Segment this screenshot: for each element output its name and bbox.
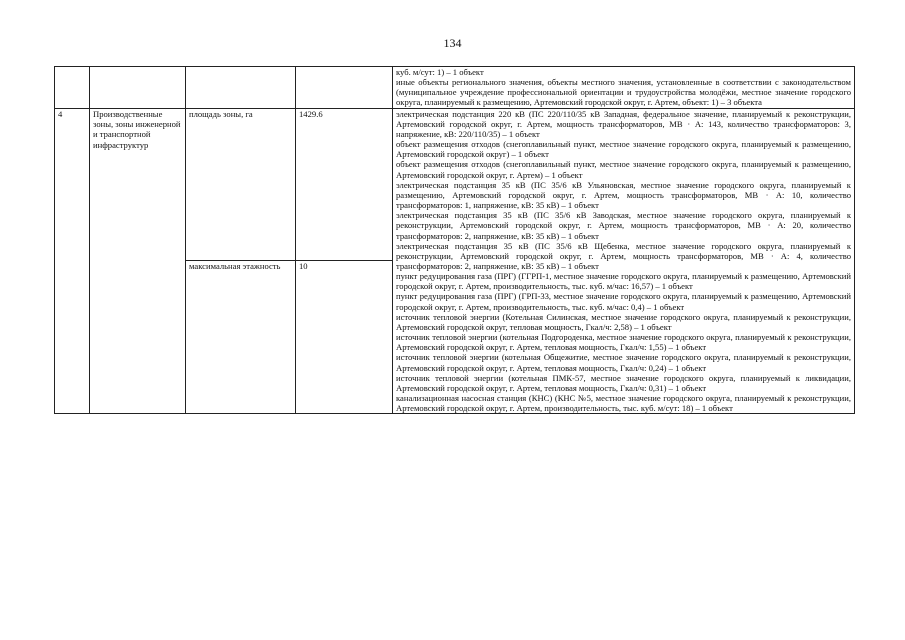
object-item: объект размещения отходов (снегоплавильный пункт, местное значение городского округа, планируемый к размещению, Артемовский городской округ, г. Артем) – 1 объект (396, 159, 851, 180)
zone-name-cell (90, 67, 186, 109)
object-item: источник тепловой энергии (котельная Подгороденка, местное значение городского округа, планируемый к реконструкции, Артемовский городской округ, г. Артем, тепловая мощность, Гкал/ч: 1,55) – 1 объект (396, 332, 851, 353)
object-item: пункт редуцирования газа (ПРГ) (ГРП-33, местное значение городского округа, планируемый к размещению, Артемовский городской округ, г. Артем, производительность, тыс. куб. м/час: 0,4) – 1 объект (396, 291, 851, 312)
table-row (55, 67, 855, 109)
page-number: 134 (443, 36, 462, 50)
object-item: электрическая подстанция 220 кВ (ПС 220/110/35 кВ Западная, федеральное значение, планируемый к реконструкции, Артемовский городской округ, г. Артем, мощность трансформаторов, МВ · А: 143, количество трансформаторов: 3, напряжение, кВ: 220/110/35) – 1 объект (396, 108, 851, 139)
object-item: канализационная насосная станция (КНС) (КНС №5, местное значение городского округа, планируемый к реконструкции, Артемовский городской округ, г. Артем, производительность, тыс. куб. м/сут: 18) – 1 объект (396, 393, 851, 414)
object-item: пункт редуцирования газа (ПРГ) (ГГРП-1, местное значение городского округа, планируемый к размещению, Артемовский городской округ, г. Артем, производительность, тыс. куб. м/час: 16,57) – 1 объект (396, 271, 851, 292)
parameter-name-cell: максимальная этажность (186, 261, 296, 414)
parameter-value-cell (296, 67, 393, 109)
object-item: источник тепловой энергии (Котельная Силинская, местное значение городского округа, планируемый к реконструкции, Артемовский городской округ, тепловая мощность, Гкал/ч: 2,58) – 1 объект (396, 311, 851, 332)
row-number-cell (55, 67, 90, 109)
object-item: электрическая подстанция 35 кВ (ПС 35/6 кВ Ульяновская, местное значение городского округа, планируемый к размещению, Артемовский городской округ, г. Артем, мощность трансформаторов, МВ · А: 10, количество трансформаторов: 1, напряжение, кВ: 35 кВ) – 1 объект (396, 179, 851, 211)
objects-cell (393, 67, 855, 109)
object-item: электрическая подстанция 35 кВ (ПС 35/6 кВ Заводская, местное значение городского округа, планируемый к реконструкции, Артемовский городской округ, г. Артем, мощность трансформаторов, МВ · А: 20, количество трансформаторов: 2, напряжение, кВ: 35 кВ) – 1 объект (396, 210, 851, 241)
zone-name-cell: Производственные зоны, зоны инженерной и транспортной инфраструктур (90, 108, 186, 414)
parameter-name-cell: площадь зоны, га (186, 108, 296, 261)
parameter-name-cell (186, 67, 296, 109)
object-item: источник тепловой энергии (котельная ПМК-57, местное значение городского округа, планируемый к ликвидации, Артемовский городской округ, г. Артем, тепловая мощность, Гкал/ч: 0,31) – 1 объект (396, 372, 851, 393)
table-row (55, 108, 855, 261)
parameter-value-cell: 10 (296, 261, 393, 414)
object-item: иные объекты регионального значения, объекты местного значения, установленные в соответствии с законодательством (муниципальное учреждение профессиональной ориентации и трудоустройства молодёжи, местное значение городского округа, планируемый к размещению, Артемовский городской округ, г. Артем, объект: 1) – 3 объекта (396, 77, 851, 108)
zones-table (54, 66, 855, 414)
object-item: куб. м/сут: 1) – 1 объект (396, 67, 484, 77)
object-item: электрическая подстанция 35 кВ (ПС 35/6 кВ Щебенка, местное значение городского округа, планируемый к реконструкции, Артемовский городской округ, г. Артем, мощность трансформаторов, МВ · А: 4, количество трансформаторов: 2, напряжение, кВ: 35 кВ) – 1 объект (396, 240, 851, 271)
row-number-cell: 4 (55, 108, 90, 414)
parameter-value-cell: 1429.6 (296, 108, 393, 261)
object-item: источник тепловой энергии (котельная Общежитие, местное значение городского округа, планируемый к реконструкции, Артемовский городской округ, г. Артем, тепловая мощность, Гкал/ч: 0,24) – 1 объект (396, 352, 851, 373)
object-item: объект размещения отходов (снегоплавильный пункт, местное значение городского округа, планируемый к размещению, Артемовский городской округ) – 1 объект (396, 139, 851, 160)
objects-cell (393, 108, 855, 414)
